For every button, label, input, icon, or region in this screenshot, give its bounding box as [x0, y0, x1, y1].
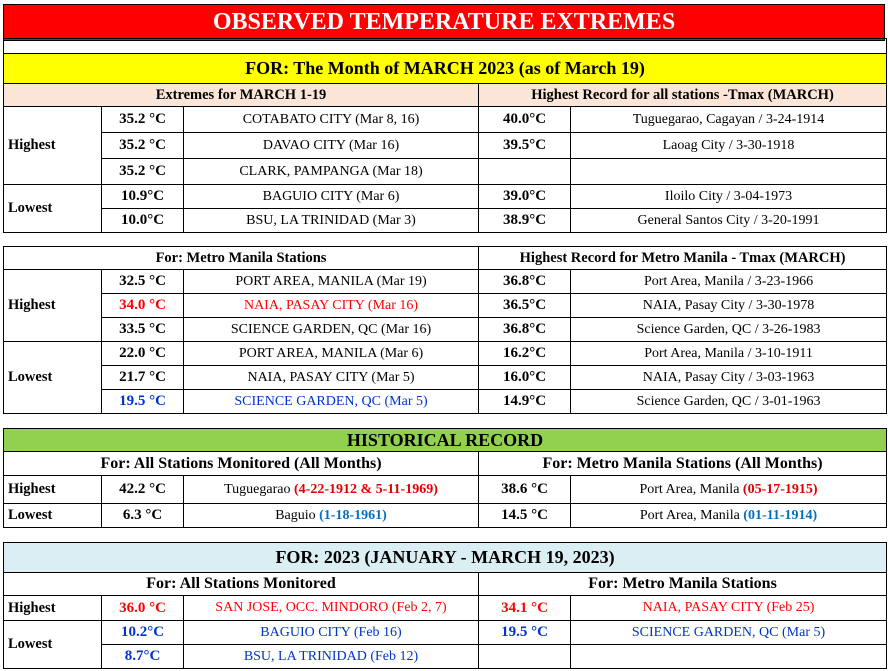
- record-value: 39.0°C: [479, 185, 571, 209]
- highest-label: Highest: [4, 476, 102, 504]
- record-station: [571, 504, 887, 528]
- record-value: 39.5°C: [479, 133, 571, 159]
- temp-value: 22.0 °C: [102, 342, 184, 366]
- record-value: 38.6 °C: [479, 476, 571, 504]
- station-name: BSU, LA TRINIDAD (Feb 12): [184, 645, 479, 669]
- year-metro-header: For: Metro Manila Stations: [479, 573, 887, 596]
- record-value: [479, 645, 571, 669]
- station-name: CLARK, PAMPANGA (Mar 18): [184, 159, 479, 185]
- record-value: 14.9°C: [479, 390, 571, 414]
- record-station: Science Garden, QC / 3-01-1963: [571, 390, 887, 414]
- temp-value: 6.3 °C: [102, 504, 184, 528]
- temp-value: 10.0°C: [102, 209, 184, 233]
- march-extremes-table: [3, 38, 887, 233]
- record-station: NAIA, PASAY CITY (Feb 25): [571, 596, 887, 621]
- station-name: BAGUIO CITY (Feb 16): [184, 621, 479, 645]
- lowest-label: Lowest: [4, 504, 102, 528]
- record-station: [571, 159, 887, 185]
- temp-value: 36.0 °C: [102, 596, 184, 621]
- highest-label: Highest: [4, 270, 102, 342]
- record-value: 16.2°C: [479, 342, 571, 366]
- temp-value: 33.5 °C: [102, 318, 184, 342]
- record-station: NAIA, Pasay City / 3-30-1978: [571, 294, 887, 318]
- record-value: 36.5°C: [479, 294, 571, 318]
- temp-value: 21.7 °C: [102, 366, 184, 390]
- temp-value: 35.2 °C: [102, 133, 184, 159]
- temp-value: 19.5 °C: [102, 390, 184, 414]
- lowest-label: Lowest: [4, 621, 102, 669]
- temp-value: 42.2 °C: [102, 476, 184, 504]
- metro-manila-table: [3, 246, 887, 414]
- record-station: Science Garden, QC / 3-26-1983: [571, 318, 887, 342]
- record-station: Tuguegarao, Cagayan / 3-24-1914: [571, 107, 887, 133]
- historical-record-table: [3, 428, 887, 528]
- lowest-label: Lowest: [4, 185, 102, 233]
- year-2023-table: [3, 542, 887, 669]
- record-date: (01-11-1914): [743, 507, 818, 523]
- station-name: SCIENCE GARDEN, QC (Mar 5): [184, 390, 479, 414]
- station-name: SAN JOSE, OCC. MINDORO (Feb 2, 7): [184, 596, 479, 621]
- record-value: 34.1 °C: [479, 596, 571, 621]
- record-value: [479, 159, 571, 185]
- station-name: [184, 476, 479, 504]
- station-name: PORT AREA, MANILA (Mar 19): [184, 270, 479, 294]
- page-title: OBSERVED TEMPERATURE EXTREMES: [3, 4, 885, 41]
- record-station: General Santos City / 3-20-1991: [571, 209, 887, 233]
- record-date: (05-17-1915): [742, 481, 818, 497]
- historical-metro-header: For: Metro Manila Stations (All Months): [479, 452, 887, 476]
- record-date: (1-18-1961): [319, 507, 387, 523]
- record-value: 14.5 °C: [479, 504, 571, 528]
- station-name: NAIA, PASAY CITY (Mar 16): [184, 294, 479, 318]
- record-station: SCIENCE GARDEN, QC (Mar 5): [571, 621, 887, 645]
- metro-header: For: Metro Manila Stations: [4, 247, 479, 270]
- highest-label: Highest: [4, 107, 102, 185]
- year-section-header: FOR: 2023 (JANUARY - MARCH 19, 2023): [4, 543, 887, 573]
- temp-value: 10.2°C: [102, 621, 184, 645]
- station-name: BSU, LA TRINIDAD (Mar 3): [184, 209, 479, 233]
- record-value: 36.8°C: [479, 270, 571, 294]
- place-name: Port Area, Manila: [639, 507, 744, 523]
- temp-value: 35.2 °C: [102, 159, 184, 185]
- march-record-header: Highest Record for all stations -Tmax (MARCH): [479, 84, 887, 107]
- march-extremes-header: Extremes for MARCH 1-19: [4, 84, 479, 107]
- highest-label: Highest: [4, 596, 102, 621]
- record-station: [571, 645, 887, 669]
- historical-header: HISTORICAL RECORD: [4, 429, 887, 452]
- record-value: 36.8°C: [479, 318, 571, 342]
- march-section-header: FOR: The Month of MARCH 2023 (as of March 19): [4, 54, 887, 84]
- station-name: BAGUIO CITY (Mar 6): [184, 185, 479, 209]
- temp-value: 32.5 °C: [102, 270, 184, 294]
- record-value: 40.0°C: [479, 107, 571, 133]
- historical-all-header: For: All Stations Monitored (All Months): [4, 452, 479, 476]
- station-name: DAVAO CITY (Mar 16): [184, 133, 479, 159]
- record-value: 19.5 °C: [479, 621, 571, 645]
- lowest-label: Lowest: [4, 342, 102, 414]
- record-station: [571, 476, 887, 504]
- record-value: 38.9°C: [479, 209, 571, 233]
- place-name: Baguio: [275, 507, 320, 523]
- station-name: PORT AREA, MANILA (Mar 6): [184, 342, 479, 366]
- record-date: (4-22-1912 & 5-11-1969): [294, 481, 438, 497]
- temp-value: 8.7°C: [102, 645, 184, 669]
- temp-value: 34.0 °C: [102, 294, 184, 318]
- station-name: COTABATO CITY (Mar 8, 16): [184, 107, 479, 133]
- record-value: 16.0°C: [479, 366, 571, 390]
- record-station: NAIA, Pasay City / 3-03-1963: [571, 366, 887, 390]
- metro-record-header: Highest Record for Metro Manila - Tmax (MARCH): [479, 247, 887, 270]
- place-name: Port Area, Manila: [639, 481, 743, 497]
- record-station: Laoag City / 3-30-1918: [571, 133, 887, 159]
- temp-value: 35.2 °C: [102, 107, 184, 133]
- station-name: [184, 504, 479, 528]
- record-station: Port Area, Manila / 3-23-1966: [571, 270, 887, 294]
- year-all-header: For: All Stations Monitored: [4, 573, 479, 596]
- record-station: Iloilo City / 3-04-1973: [571, 185, 887, 209]
- station-name: SCIENCE GARDEN, QC (Mar 16): [184, 318, 479, 342]
- record-station: Port Area, Manila / 3-10-1911: [571, 342, 887, 366]
- station-name: NAIA, PASAY CITY (Mar 5): [184, 366, 479, 390]
- temp-value: 10.9°C: [102, 185, 184, 209]
- place-name: Tuguegarao: [224, 481, 294, 497]
